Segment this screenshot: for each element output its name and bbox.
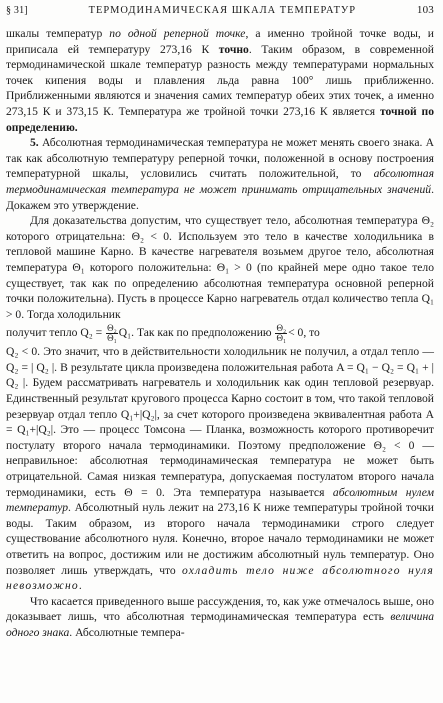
- fraction-theta-ratio: $\frac{\text{Θ₂}}{\text{Θ₁}}$: [107, 323, 117, 344]
- fraction-theta-ratio: $\frac{\text{Θ₂}}{\text{Θ₁}}$: [276, 323, 287, 344]
- page-number: 103: [416, 4, 434, 16]
- paragraph-3: Для доказательства допустим, что существует тело, абсолютная температура Θ₂ которого отрицательна: Θ₂ < 0. Используем это тело в качестве холодильника в тепловой машине Карно. В качестве нагревателя возьмем другое тело, абсолютная температура Θ₁ которого положительна: Θ₁ > 0 (по крайней мере одно такое тело существует, так как по определению абсолютная температура основной реперной точки положительна). Пусть в процессе Карно нагреватель отдал количество тепла Q₁ > 0. Тогда холодильник: [6, 214, 434, 321]
- body-text: [6, 26, 434, 641]
- paragraph-3-continued: Q₂ < 0. Это значит, что в действительности холодильник не получил, а отдал тепло — Q₂ = | Q₂ |. В результате цикла произведена положительная работа A = Q₁ − Q₂ = Q₁ + | Q₂ |. Будем рассматривать нагреватель и холодильник как один тепловой резервуар. Единственный результат кругового процесса Карно состоит в том, что такой тепловой резервуар отдал тепло Q₁+|Q₂|, за счет которого произведена эквивалентная работа A = Q₁+|Q₂|. Это — процесс Томсона — Планка, возможность которого противоречит постулату второго начала термодинамики. Поэтому предположение Θ₂ < 0 — неправильное: абсолютная термодинамическая температура не может быть отрицательной. Самая низкая температура, допускаемая постулатом второго начала термодинамики, есть Θ = 0. Эта температура называется абсолютным нулем температур. Абсолютный нуль лежит на 273,16 К ниже температуры тройной точки воды. Таким образом, из второго начала термодинамики строго следует существование абсолютного нуля. Конечно, второе начало термодинамики не может ответить на вопрос, достижим или не достижим абсолютный нуль температур. Оно позволяет лишь утверждать, что охладить тело ниже абсолютного нуля невозможно.: [6, 345, 435, 593]
- paragraph-3-formula-line: получит тепло Q₂ = $\frac{\text{Θ₂}}{\text{Θ₁}}$ Q₁. Так как по предположению $\frac{\text{Θ₂}}{\text{Θ₁}}$ < 0, то: [6, 323, 320, 344]
- paragraph-1: шкалы температур по одной реперной точке, а именно тройной точке воды, и приписала ей температуру 273,16 К точно. Таким образом, в современной термодинамической шкале температур разность между температурами нормальных точек кипения воды и плавления льда равна 100° лишь приближенно. Приближенными являются и значения самих температур обеих этих точек, а именно 273,15 К и 373,15 К. Температура же тройной точки 273,16 К является точной по определению.: [6, 27, 435, 134]
- section-reference: § 31]: [6, 5, 28, 16]
- paragraph-4: Что касается приведенного выше рассуждения, то, как уже отмечалось выше, оно доказывает лишь, что абсолютная термодинамическая температура есть величина одного знака. Абсолютные темпера-: [6, 594, 434, 639]
- paragraph-2: 5. Абсолютная термодинамическая температура не может менять своего знака. А так как абсолютную температуру реперной точки, положенной в основу построения температурной шкалы, условились считать положительной, то абсолютная термодинамическая температура не может принимать отрицательных значений. Докажем это утверждение.: [6, 136, 434, 212]
- running-title: ТЕРМОДИНАМИЧЕСКАЯ ШКАЛА ТЕМПЕРАТУР: [88, 5, 357, 16]
- running-header: [6, 4, 434, 26]
